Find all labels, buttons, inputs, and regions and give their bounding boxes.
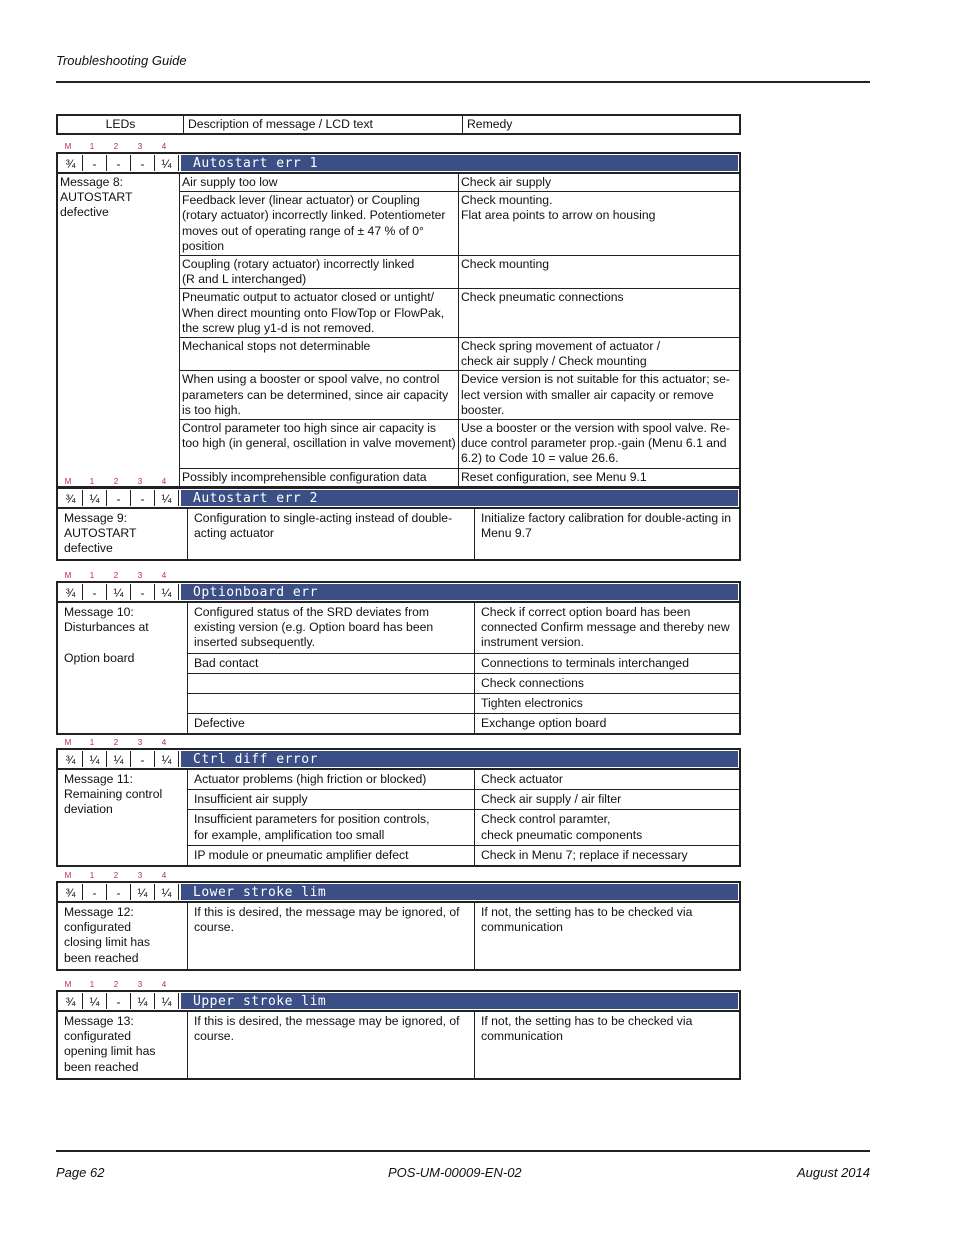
col-description: Description of message / LCD text xyxy=(184,115,463,134)
table-row xyxy=(58,509,739,559)
section-6 xyxy=(56,978,741,1080)
led-legend-label: 4 xyxy=(161,571,167,580)
led-state: - xyxy=(83,884,107,900)
lcd-banner xyxy=(56,990,741,1012)
remedy-cell: Check mounting. Flat area points to arrow on housing xyxy=(459,192,740,256)
publish-date: August 2014 xyxy=(796,1165,870,1180)
section-1 xyxy=(56,140,741,488)
remedy-cell: Device version is not suitable for this actuator; se-lect version with smaller air capacity or remove booster. xyxy=(459,371,740,420)
running-header: Troubleshooting Guide xyxy=(56,53,187,68)
description-cell: Configuration to single-acting instead of double-acting actuator xyxy=(188,509,475,559)
led-legend-label: 3 xyxy=(137,871,143,880)
message-cell: Message 11: Remaining control deviation xyxy=(58,770,188,865)
description-cell: Coupling (rotary actuator) incorrectly linked (R and L interchanged) xyxy=(180,256,459,289)
led-legend-label: 1 xyxy=(89,980,95,989)
led-legend-label: 4 xyxy=(161,980,167,989)
remedy-cell: Check in Menu 7; replace if necessary xyxy=(475,845,740,865)
led-legend-label: M xyxy=(64,477,72,486)
led-state: ¾ xyxy=(59,490,83,506)
led-legend-label: 1 xyxy=(89,571,95,580)
led-state: ¼ xyxy=(83,993,107,1009)
led-state: ¼ xyxy=(155,751,179,767)
led-legend xyxy=(56,738,741,747)
led-state: ¼ xyxy=(131,993,155,1009)
led-state: ¼ xyxy=(155,155,179,171)
led-legend xyxy=(56,142,741,151)
remedy-cell: Check air supply / air filter xyxy=(475,790,740,810)
led-legend-label: 4 xyxy=(161,871,167,880)
description-cell: Insufficient air supply xyxy=(188,790,475,810)
led-state: - xyxy=(131,155,155,171)
description-cell: Possibly incomprehensible configuration data xyxy=(180,468,459,486)
led-state: - xyxy=(131,584,155,600)
led-legend-label: 1 xyxy=(89,871,95,880)
description-cell: Control parameter too high since air capacity is too high (in general, oscillation in valve movement) xyxy=(180,420,459,469)
led-legend-label: 4 xyxy=(161,142,167,151)
led-state: ¼ xyxy=(131,884,155,900)
lcd-banner xyxy=(56,881,741,903)
remedy-cell: Reset configuration, see Menu 9.1 xyxy=(459,468,740,486)
led-legend-label: 2 xyxy=(113,738,119,747)
led-state: ¼ xyxy=(83,490,107,506)
description-cell: Configured status of the SRD deviates from existing version (e.g. Option board has been inserted subsequently. xyxy=(188,603,475,653)
remedy-cell: Check spring movement of actuator / check air supply / Check mounting xyxy=(459,338,740,371)
remedy-cell: If not, the setting has to be checked via communication xyxy=(475,1012,740,1078)
led-legend-label: 3 xyxy=(137,142,143,151)
led-legend-label: 2 xyxy=(113,477,119,486)
lcd-message-text: Optionboard err xyxy=(181,584,738,600)
header-rule xyxy=(56,81,870,83)
message-cell: Message 12: configurated closing limit has been reached xyxy=(58,903,188,969)
message-cell: Message 9: AUTOSTART defective xyxy=(58,509,188,559)
led-state: ¾ xyxy=(59,884,83,900)
description-cell: Bad contact xyxy=(188,653,475,673)
remedy-cell: Exchange option board xyxy=(475,714,740,734)
led-legend-label: 2 xyxy=(113,871,119,880)
table-row xyxy=(58,903,739,969)
remedy-cell: Use a booster or the version with spool valve. Re-duce control parameter prop.-gain (Menu 6.1 and 6.2) to Code 10 = value 26.6. xyxy=(459,420,740,469)
section-4 xyxy=(56,736,741,867)
led-state: ¾ xyxy=(59,751,83,767)
document-number: POS-UM-00009-EN-02 xyxy=(388,1165,522,1180)
led-legend-label: 4 xyxy=(161,738,167,747)
led-state: ¼ xyxy=(155,993,179,1009)
led-state: ¼ xyxy=(155,884,179,900)
lcd-message-text: Upper stroke lim xyxy=(181,993,738,1009)
led-legend-label: 3 xyxy=(137,571,143,580)
table-row xyxy=(58,603,739,653)
led-state: ¾ xyxy=(59,584,83,600)
lcd-message-text: Ctrl diff error xyxy=(181,751,738,767)
led-legend xyxy=(56,980,741,989)
description-cell xyxy=(188,673,475,693)
led-state: - xyxy=(107,884,131,900)
led-state: ¾ xyxy=(59,993,83,1009)
lcd-banner xyxy=(56,581,741,603)
led-state: - xyxy=(107,993,131,1009)
remedy-cell: If not, the setting has to be checked via communication xyxy=(475,903,740,969)
led-legend-label: M xyxy=(64,571,72,580)
led-state: - xyxy=(107,490,131,506)
led-legend-label: 1 xyxy=(89,738,95,747)
led-legend-label: 2 xyxy=(113,980,119,989)
description-cell xyxy=(188,694,475,714)
lcd-banner xyxy=(56,748,741,770)
description-cell: Mechanical stops not determinable xyxy=(180,338,459,371)
led-legend-label: M xyxy=(64,980,72,989)
led-state: ¼ xyxy=(83,751,107,767)
message-cell: Message 13: configurated opening limit has been reached xyxy=(58,1012,188,1078)
led-legend-label: 2 xyxy=(113,142,119,151)
led-legend-label: M xyxy=(64,142,72,151)
remedy-cell: Check if correct option board has been connected Confirm message and thereby new instrument version. xyxy=(475,603,740,653)
remedy-cell: Check pneumatic connections xyxy=(459,289,740,338)
led-state: ¾ xyxy=(59,155,83,171)
section-2 xyxy=(56,475,741,561)
section-5 xyxy=(56,869,741,971)
table-row xyxy=(58,174,739,192)
led-legend-label: 3 xyxy=(137,980,143,989)
led-state: - xyxy=(107,155,131,171)
lcd-message-text: Autostart err 1 xyxy=(181,155,738,171)
description-cell: Pneumatic output to actuator closed or untight/ When direct mounting onto FlowTop or FlowPak, the screw plug y1-d is not removed. xyxy=(180,289,459,338)
led-legend-label: 4 xyxy=(161,477,167,486)
led-legend-label: M xyxy=(64,871,72,880)
led-legend-label: 2 xyxy=(113,571,119,580)
led-legend xyxy=(56,871,741,880)
description-cell: Actuator problems (high friction or blocked) xyxy=(188,770,475,790)
description-cell: Insufficient parameters for position controls, for example, amplification too small xyxy=(188,810,475,845)
description-cell: When using a booster or spool valve, no control parameters can be determined, since air capacity is too high. xyxy=(180,371,459,420)
led-legend xyxy=(56,477,741,486)
remedy-cell: Tighten electronics xyxy=(475,694,740,714)
description-cell: IP module or pneumatic amplifier defect xyxy=(188,845,475,865)
page-number: Page 62 xyxy=(56,1165,105,1180)
led-legend xyxy=(56,571,741,580)
led-state: - xyxy=(131,490,155,506)
remedy-cell: Connections to terminals interchanged xyxy=(475,653,740,673)
led-legend-label: 3 xyxy=(137,477,143,486)
led-state: ¼ xyxy=(107,751,131,767)
led-state: - xyxy=(131,751,155,767)
lcd-banner xyxy=(56,152,741,174)
led-state: ¼ xyxy=(107,584,131,600)
led-legend-label: 3 xyxy=(137,738,143,747)
remedy-cell: Check air supply xyxy=(459,174,740,192)
led-state: - xyxy=(83,155,107,171)
remedy-cell: Check control paramter, check pneumatic components xyxy=(475,810,740,845)
led-state: ¼ xyxy=(155,490,179,506)
led-state: ¼ xyxy=(155,584,179,600)
description-cell: If this is desired, the message may be ignored, of course. xyxy=(188,903,475,969)
section-3 xyxy=(56,569,741,735)
column-header-table xyxy=(56,114,741,135)
lcd-message-text: Lower stroke lim xyxy=(181,884,738,900)
description-cell: Feedback lever (linear actuator) or Coupling (rotary actuator) incorrectly linked. Potentiometer moves out of operating range of ± 47 % of 0° position xyxy=(180,192,459,256)
remedy-cell: Check connections xyxy=(475,673,740,693)
remedy-cell: Check actuator xyxy=(475,770,740,790)
message-cell: Message 10: Disturbances at Option board xyxy=(58,603,188,733)
led-legend-label: 1 xyxy=(89,477,95,486)
table-row xyxy=(58,770,739,790)
description-cell: If this is desired, the message may be ignored, of course. xyxy=(188,1012,475,1078)
remedy-cell: Check mounting xyxy=(459,256,740,289)
description-cell: Defective xyxy=(188,714,475,734)
col-leds: LEDs xyxy=(57,115,184,134)
led-legend-label: M xyxy=(64,738,72,747)
message-cell: Message 8: AUTOSTART defective xyxy=(58,174,180,486)
col-remedy: Remedy xyxy=(463,115,741,134)
table-row xyxy=(58,1012,739,1078)
led-legend-label: 1 xyxy=(89,142,95,151)
lcd-message-text: Autostart err 2 xyxy=(181,490,738,506)
remedy-cell: Initialize factory calibration for double-acting in Menu 9.7 xyxy=(475,509,740,559)
led-state: - xyxy=(83,584,107,600)
description-cell: Air supply too low xyxy=(180,174,459,192)
footer-rule xyxy=(56,1150,870,1152)
lcd-banner xyxy=(56,487,741,509)
